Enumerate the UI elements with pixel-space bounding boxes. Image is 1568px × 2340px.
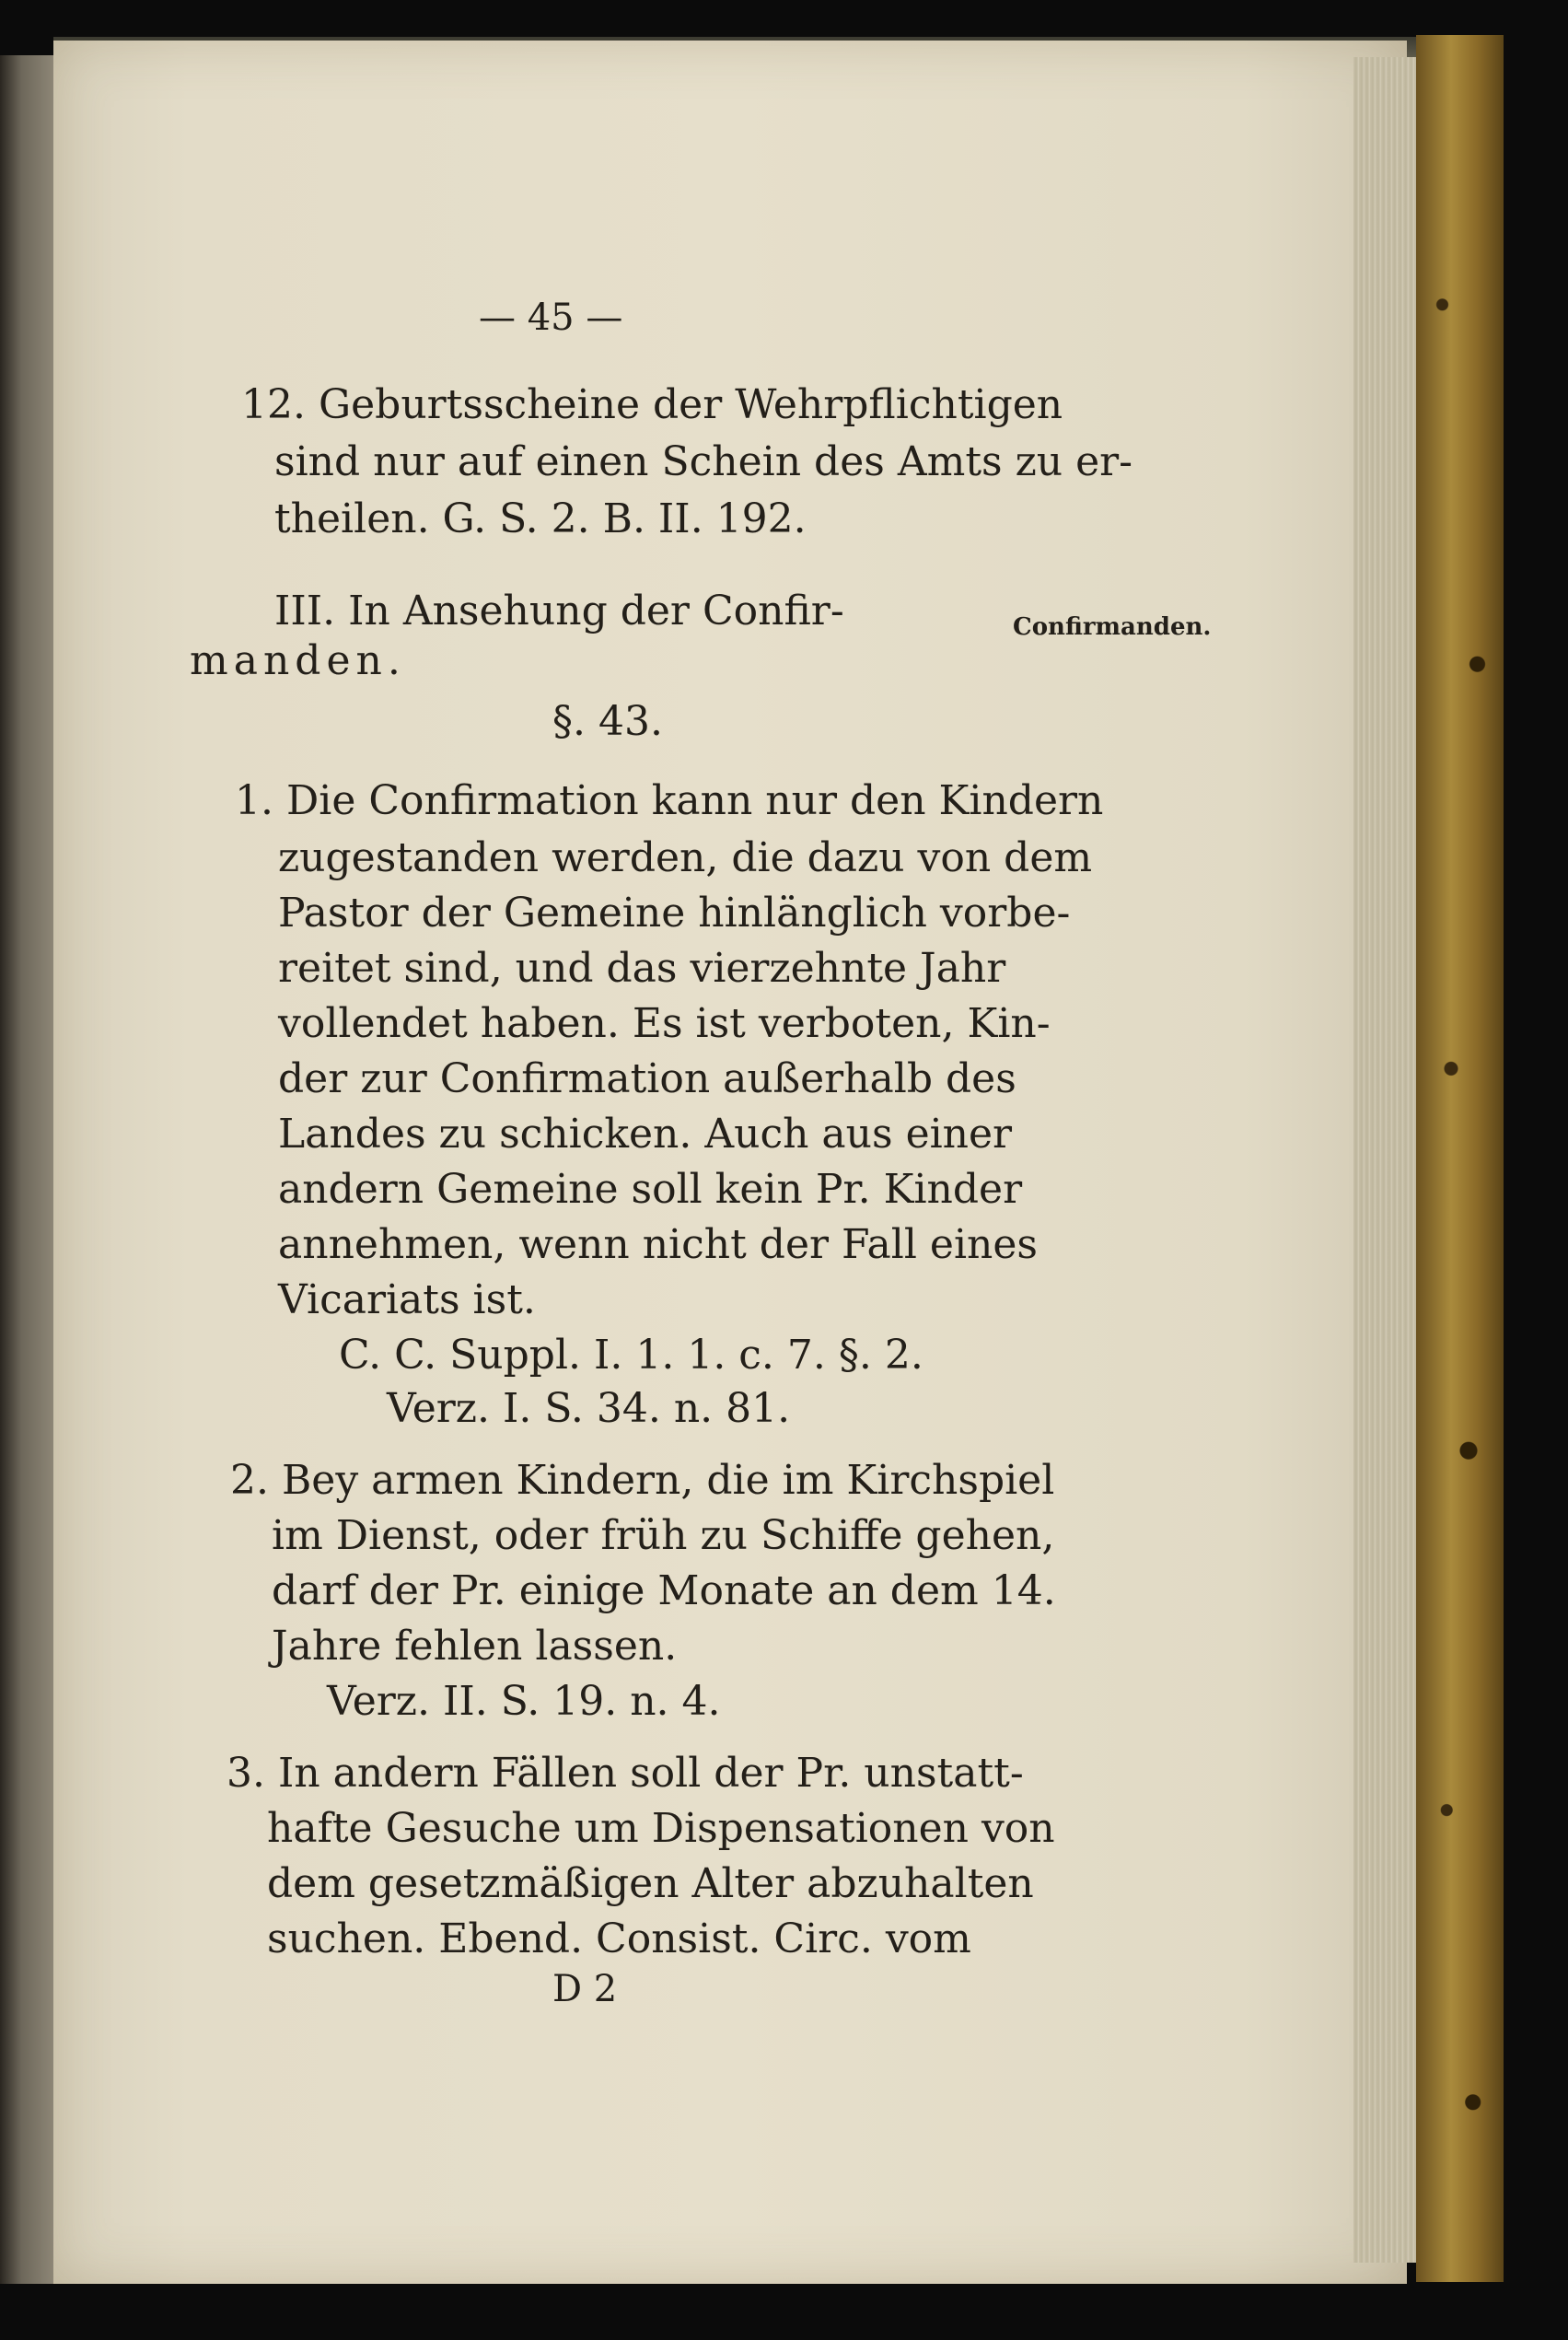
text-line-16: darf der Pr. einige Monate an dem 14. — [272, 1567, 1056, 1614]
left-page-edge — [0, 55, 53, 2284]
page-number: — 45 — — [479, 297, 623, 339]
text-line-6: Pastor der Gemeine hinlänglich vorbe- — [278, 890, 1071, 937]
text-line-21: suchen. Ebend. Consist. Circ. vom — [267, 1915, 971, 1962]
text-line-14: 2. Bey armen Kindern, die im Kirchspiel — [230, 1457, 1055, 1504]
signature-mark: D 2 — [552, 1968, 618, 2010]
marbled-cover-edge — [1416, 35, 1504, 2282]
text-line-9: der zur Confirmation außerhalb des — [278, 1055, 1016, 1102]
text-line-12: annehmen, wenn nicht der Fall eines — [278, 1221, 1038, 1268]
section-heading: III. In Ansehung der Confir- — [274, 588, 844, 634]
text-line-5: zugestanden werden, die dazu von dem — [278, 834, 1093, 881]
text-line-20: dem gesetzmäßigen Alter abzuhalten — [267, 1860, 1034, 1907]
page-fore-edges — [1353, 57, 1418, 2263]
text-line-4: 1. Die Confirmation kann nur den Kindern — [235, 777, 1104, 824]
citation-3: Verz. II. S. 19. n. 4. — [327, 1678, 721, 1725]
text-line-13: Vicariats ist. — [278, 1276, 536, 1323]
text-line-10: Landes zu schicken. Auch aus einer — [278, 1111, 1013, 1158]
citation-1: C. C. Suppl. I. 1. 1. c. 7. §. 2. — [339, 1332, 923, 1379]
paragraph-number: §. 43. — [552, 698, 663, 745]
text-line-15: im Dienst, oder früh zu Schiffe gehen, — [272, 1512, 1055, 1559]
text-line-8: vollendet haben. Es ist verboten, Kin- — [278, 1000, 1051, 1047]
text-line-18: 3. In andern Fällen soll der Pr. unstatt- — [226, 1750, 1024, 1797]
text-line-3: theilen. G. S. 2. B. II. 192. — [274, 495, 807, 542]
citation-2: Verz. I. S. 34. n. 81. — [387, 1385, 791, 1432]
text-line-19: hafte Gesuche um Dispensationen von — [267, 1805, 1055, 1852]
text-line-7: reitet sind, und das vierzehnte Jahr — [278, 945, 1006, 992]
text-line-17: Jahre fehlen lassen. — [272, 1623, 678, 1670]
text-line-2: sind nur auf einen Schein des Amts zu er- — [274, 438, 1133, 485]
margin-note: Confirmanden. — [1013, 613, 1212, 641]
text-line-11: andern Gemeine soll kein Pr. Kinder — [278, 1166, 1023, 1213]
text-line-1: 12. Geburtsscheine der Wehrpflichtigen — [241, 381, 1063, 428]
section-heading-cont: manden. — [190, 637, 406, 684]
